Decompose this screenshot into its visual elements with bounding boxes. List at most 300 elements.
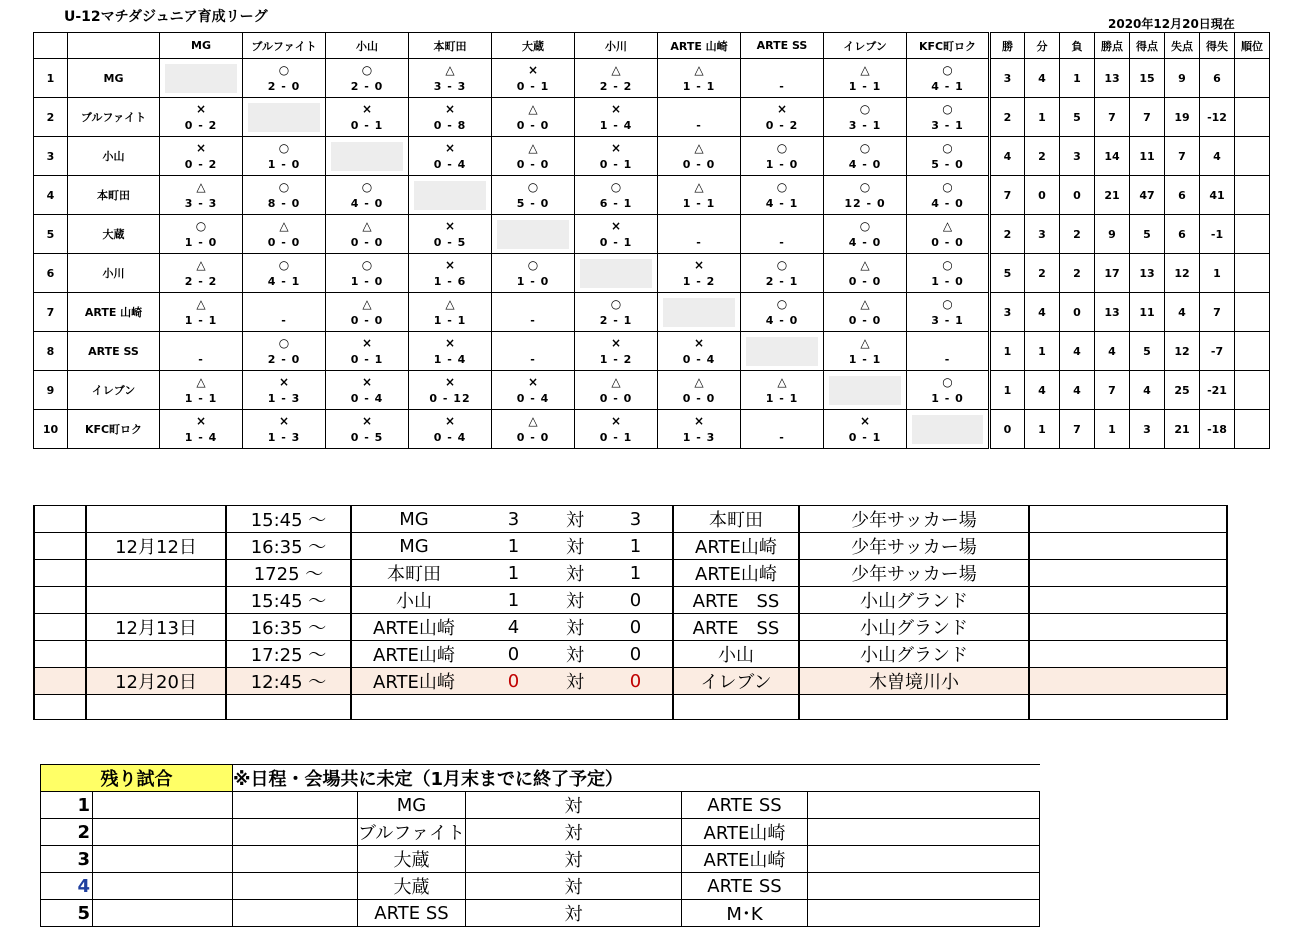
stat-cell: -21 bbox=[1200, 371, 1235, 410]
stat-cell: 19 bbox=[1165, 98, 1200, 137]
match-date bbox=[86, 641, 226, 668]
stat-cell: 3 bbox=[990, 59, 1025, 98]
match-score: 0 - 0 bbox=[267, 236, 301, 249]
stat-cell: 0 bbox=[1060, 176, 1095, 215]
away-team: 本町田 bbox=[673, 506, 799, 533]
away-score: 0 bbox=[599, 668, 673, 695]
match-score: 0 - 4 bbox=[433, 158, 467, 171]
match-cell bbox=[326, 293, 409, 332]
home-team: ARTE山崎 bbox=[351, 668, 476, 695]
match-score: 0 - 0 bbox=[931, 236, 964, 249]
match-cell bbox=[907, 98, 990, 137]
result-symbol: △ bbox=[694, 141, 704, 155]
match-score: 0 - 0 bbox=[516, 158, 550, 171]
header-cell: 勝点 bbox=[1095, 33, 1130, 59]
team-name: 本町田 bbox=[68, 176, 160, 215]
away-score: 0 bbox=[599, 641, 673, 668]
stat-cell: 41 bbox=[1200, 176, 1235, 215]
match-score: 1 - 2 bbox=[682, 275, 716, 288]
result-symbol: × bbox=[444, 102, 456, 116]
empty-cell bbox=[808, 792, 1040, 819]
stat-cell: 13 bbox=[1095, 59, 1130, 98]
result-symbol: ○ bbox=[776, 258, 788, 272]
match-cell bbox=[492, 137, 575, 176]
stat-cell: 1 bbox=[1200, 254, 1235, 293]
stat-cell: -1 bbox=[1200, 215, 1235, 254]
match-score: 2 - 1 bbox=[765, 275, 799, 288]
empty-cell bbox=[233, 900, 358, 927]
stat-cell: 12 bbox=[1165, 254, 1200, 293]
result-symbol: × bbox=[610, 414, 622, 428]
match-score: 4 - 0 bbox=[931, 197, 964, 210]
match-score: 0 - 4 bbox=[516, 392, 550, 405]
stat-cell: 1 bbox=[1025, 98, 1060, 137]
empty-cell bbox=[233, 792, 358, 819]
standings-row bbox=[34, 59, 1270, 98]
match-cell bbox=[658, 332, 741, 371]
match-score: 1 - 1 bbox=[682, 197, 716, 210]
stat-cell: 47 bbox=[1130, 176, 1165, 215]
stat-cell: 0 bbox=[990, 410, 1025, 449]
stat-cell: 4 bbox=[1060, 332, 1095, 371]
match-cell bbox=[492, 371, 575, 410]
result-symbol: × bbox=[610, 102, 622, 116]
match-score: 1 - 1 bbox=[184, 392, 218, 405]
match-score: - bbox=[696, 236, 702, 249]
match-cell bbox=[243, 59, 326, 98]
result-symbol: × bbox=[444, 219, 456, 233]
stat-cell: 2 bbox=[1025, 254, 1060, 293]
match-score: 0 - 4 bbox=[350, 392, 384, 405]
remaining-row bbox=[41, 873, 1040, 900]
result-symbol: × bbox=[278, 414, 290, 428]
stat-cell: 7 bbox=[1200, 293, 1235, 332]
match-cell bbox=[409, 215, 492, 254]
match-score: - bbox=[696, 119, 702, 132]
remaining-row bbox=[41, 846, 1040, 873]
row-number: 5 bbox=[34, 215, 68, 254]
kickoff-time: 15:45 ～ bbox=[226, 506, 351, 533]
empty-cell bbox=[233, 873, 358, 900]
versus: 対 bbox=[551, 614, 599, 641]
match-score: 1 - 4 bbox=[599, 119, 633, 132]
match-cell bbox=[492, 98, 575, 137]
match-cell bbox=[741, 59, 824, 98]
match-cell bbox=[243, 410, 326, 449]
stat-cell: 14 bbox=[1095, 137, 1130, 176]
match-cell bbox=[160, 176, 243, 215]
remaining-label: 残り試合 bbox=[41, 765, 233, 792]
remaining-number: 5 bbox=[41, 900, 93, 927]
match-cell bbox=[326, 137, 409, 176]
empty-cell bbox=[93, 792, 233, 819]
match-cell bbox=[160, 254, 243, 293]
match-cell bbox=[907, 254, 990, 293]
match-score: 2 - 2 bbox=[184, 275, 218, 288]
match-score: 1 - 0 bbox=[184, 236, 218, 249]
match-cell bbox=[326, 254, 409, 293]
match-score: 1 - 3 bbox=[267, 392, 301, 405]
stat-cell: 3 bbox=[1025, 215, 1060, 254]
header-cell: 失点 bbox=[1165, 33, 1200, 59]
stat-cell: 5 bbox=[990, 254, 1025, 293]
remaining-number: 1 bbox=[41, 792, 93, 819]
match-cell bbox=[824, 410, 907, 449]
stat-cell: 2 bbox=[990, 98, 1025, 137]
result-symbol: △ bbox=[694, 180, 704, 194]
match-score: 1 - 6 bbox=[433, 275, 467, 288]
match-cell bbox=[492, 215, 575, 254]
stat-cell: 1 bbox=[990, 332, 1025, 371]
match-cell bbox=[824, 254, 907, 293]
self-match-shade bbox=[663, 298, 735, 327]
home-team: 大蔵 bbox=[358, 873, 466, 900]
self-match-shade bbox=[746, 337, 818, 366]
match-score: - bbox=[779, 236, 785, 249]
home-score: 1 bbox=[476, 560, 551, 587]
away-team: ARTE山崎 bbox=[682, 819, 808, 846]
remaining-number: 3 bbox=[41, 846, 93, 873]
header-cell: 得失 bbox=[1200, 33, 1235, 59]
team-name: 小山 bbox=[68, 137, 160, 176]
header-cell: イレブン bbox=[824, 33, 907, 59]
standings-row bbox=[34, 410, 1270, 449]
standings-row bbox=[34, 371, 1270, 410]
stat-cell: 4 bbox=[1095, 332, 1130, 371]
match-cell bbox=[658, 293, 741, 332]
match-cell bbox=[243, 254, 326, 293]
schedule-row bbox=[34, 641, 1227, 668]
match-cell bbox=[658, 215, 741, 254]
result-symbol: ○ bbox=[859, 141, 871, 155]
result-symbol: ○ bbox=[527, 258, 539, 272]
row-number: 8 bbox=[34, 332, 68, 371]
result-symbol: △ bbox=[196, 180, 206, 194]
match-score: 3 - 1 bbox=[931, 119, 964, 132]
kickoff-time: 12:45 ～ bbox=[226, 668, 351, 695]
standings-row bbox=[34, 98, 1270, 137]
match-score: - bbox=[530, 314, 536, 327]
match-cell bbox=[409, 137, 492, 176]
result-symbol: × bbox=[195, 414, 207, 428]
match-cell bbox=[160, 98, 243, 137]
match-score: 0 - 4 bbox=[682, 353, 716, 366]
match-cell bbox=[160, 371, 243, 410]
match-score: 0 - 1 bbox=[848, 431, 882, 444]
self-match-shade bbox=[165, 64, 237, 93]
match-cell bbox=[575, 176, 658, 215]
match-cell bbox=[243, 176, 326, 215]
home-team: ARTE山崎 bbox=[351, 614, 476, 641]
versus: 対 bbox=[551, 668, 599, 695]
match-cell bbox=[326, 410, 409, 449]
match-cell bbox=[907, 176, 990, 215]
match-date bbox=[86, 560, 226, 587]
stat-cell: 2 bbox=[1060, 254, 1095, 293]
standings-row bbox=[34, 176, 1270, 215]
result-symbol: ○ bbox=[942, 297, 953, 311]
match-cell bbox=[326, 98, 409, 137]
match-score: 0 - 0 bbox=[516, 119, 550, 132]
stat-cell: 12 bbox=[1165, 332, 1200, 371]
match-score: 1 - 0 bbox=[516, 275, 550, 288]
stat-cell bbox=[1235, 332, 1270, 371]
kickoff-time: 16:35 ～ bbox=[226, 614, 351, 641]
header-cell: 大蔵 bbox=[492, 33, 575, 59]
away-score: 0 bbox=[599, 614, 673, 641]
match-score: 0 - 1 bbox=[350, 353, 384, 366]
match-score: 4 - 0 bbox=[765, 314, 799, 327]
result-symbol: ○ bbox=[859, 180, 871, 194]
match-score: 4 - 0 bbox=[350, 197, 384, 210]
result-symbol: ○ bbox=[942, 375, 953, 389]
stat-cell: 3 bbox=[1130, 410, 1165, 449]
match-cell bbox=[492, 254, 575, 293]
match-cell bbox=[409, 59, 492, 98]
match-score: 0 - 1 bbox=[350, 119, 384, 132]
stat-cell: -18 bbox=[1200, 410, 1235, 449]
result-symbol: △ bbox=[445, 63, 455, 77]
stat-cell bbox=[1235, 176, 1270, 215]
stat-cell: 4 bbox=[990, 137, 1025, 176]
standings-row bbox=[34, 332, 1270, 371]
result-symbol: ○ bbox=[942, 180, 953, 194]
match-score: 0 - 12 bbox=[429, 392, 471, 405]
result-symbol: △ bbox=[445, 297, 455, 311]
match-cell bbox=[907, 410, 990, 449]
match-score: 3 - 3 bbox=[184, 197, 218, 210]
stat-cell: 11 bbox=[1130, 137, 1165, 176]
match-cell bbox=[907, 215, 990, 254]
team-name: MG bbox=[68, 59, 160, 98]
empty-cell bbox=[34, 506, 86, 533]
match-score: 0 - 2 bbox=[765, 119, 799, 132]
result-symbol: ○ bbox=[610, 180, 622, 194]
match-cell bbox=[907, 293, 990, 332]
home-team: MG bbox=[351, 506, 476, 533]
venue: 少年サッカー場 bbox=[799, 560, 1029, 587]
match-score: 4 - 1 bbox=[931, 80, 964, 93]
home-team: 大蔵 bbox=[358, 846, 466, 873]
row-number: 7 bbox=[34, 293, 68, 332]
match-score: 2 - 1 bbox=[599, 314, 633, 327]
result-symbol: ○ bbox=[278, 258, 290, 272]
home-score: 1 bbox=[476, 533, 551, 560]
result-symbol: × bbox=[195, 141, 207, 155]
stat-cell: 13 bbox=[1130, 254, 1165, 293]
home-team: MG bbox=[351, 533, 476, 560]
result-symbol: ○ bbox=[776, 180, 788, 194]
match-cell bbox=[741, 410, 824, 449]
match-score: 1 - 1 bbox=[184, 314, 218, 327]
header-cell: 小山 bbox=[326, 33, 409, 59]
match-cell bbox=[409, 293, 492, 332]
match-cell bbox=[160, 410, 243, 449]
stat-cell: 2 bbox=[990, 215, 1025, 254]
away-score: 0 bbox=[599, 587, 673, 614]
away-team: ARTE SS bbox=[682, 873, 808, 900]
match-cell bbox=[409, 332, 492, 371]
result-symbol: ○ bbox=[278, 63, 290, 77]
match-score: 0 - 5 bbox=[433, 236, 467, 249]
venue: 小山グランド bbox=[799, 614, 1029, 641]
match-score: - bbox=[779, 431, 785, 444]
stat-cell: 0 bbox=[1060, 293, 1095, 332]
venue: 木曽境川小 bbox=[799, 668, 1029, 695]
match-cell bbox=[326, 332, 409, 371]
empty-cell bbox=[1029, 641, 1227, 668]
match-cell bbox=[741, 371, 824, 410]
row-number: 6 bbox=[34, 254, 68, 293]
result-symbol: △ bbox=[196, 375, 206, 389]
header-cell: ブルファイト bbox=[243, 33, 326, 59]
self-match-shade bbox=[414, 181, 486, 210]
result-symbol: × bbox=[693, 336, 705, 350]
match-score: - bbox=[530, 353, 536, 366]
match-score: 1 - 1 bbox=[765, 392, 799, 405]
match-cell bbox=[160, 293, 243, 332]
match-cell bbox=[160, 332, 243, 371]
stat-cell: 4 bbox=[1025, 293, 1060, 332]
row-number: 10 bbox=[34, 410, 68, 449]
result-symbol: × bbox=[361, 414, 373, 428]
header-cell: ARTE SS bbox=[741, 33, 824, 59]
result-symbol: ○ bbox=[278, 336, 290, 350]
match-cell bbox=[575, 371, 658, 410]
away-score bbox=[599, 695, 673, 720]
venue: 小山グランド bbox=[799, 641, 1029, 668]
header-cell: 得点 bbox=[1130, 33, 1165, 59]
result-symbol: ○ bbox=[361, 63, 373, 77]
match-cell bbox=[492, 176, 575, 215]
match-score: 2 - 0 bbox=[267, 80, 301, 93]
result-symbol: × bbox=[361, 375, 373, 389]
empty-cell bbox=[34, 695, 86, 720]
stat-cell: 6 bbox=[1165, 215, 1200, 254]
remaining-row bbox=[41, 792, 1040, 819]
team-name: 小川 bbox=[68, 254, 160, 293]
match-score: 0 - 4 bbox=[433, 431, 467, 444]
match-score: 0 - 8 bbox=[433, 119, 467, 132]
match-score: 1 - 3 bbox=[267, 431, 301, 444]
schedule-row bbox=[34, 614, 1227, 641]
match-cell bbox=[907, 332, 990, 371]
match-cell bbox=[824, 176, 907, 215]
home-score: 4 bbox=[476, 614, 551, 641]
match-cell bbox=[492, 293, 575, 332]
match-score: 0 - 0 bbox=[516, 431, 550, 444]
match-score: 4 - 1 bbox=[267, 275, 301, 288]
match-cell bbox=[326, 59, 409, 98]
result-symbol: △ bbox=[362, 219, 372, 233]
match-score: 0 - 0 bbox=[682, 392, 716, 405]
match-score: 0 - 0 bbox=[848, 275, 882, 288]
result-symbol: △ bbox=[694, 375, 704, 389]
match-score: 5 - 0 bbox=[931, 158, 964, 171]
remaining-row bbox=[41, 900, 1040, 927]
stat-cell: 7 bbox=[1130, 98, 1165, 137]
stat-cell: 4 bbox=[1130, 371, 1165, 410]
venue: 少年サッカー場 bbox=[799, 533, 1029, 560]
stat-cell: 13 bbox=[1095, 293, 1130, 332]
match-cell bbox=[575, 59, 658, 98]
result-symbol: × bbox=[278, 375, 290, 389]
match-date bbox=[86, 506, 226, 533]
stat-cell: 9 bbox=[1165, 59, 1200, 98]
stat-cell: 11 bbox=[1130, 293, 1165, 332]
empty-cell bbox=[808, 846, 1040, 873]
versus: 対 bbox=[551, 533, 599, 560]
result-symbol: × bbox=[361, 336, 373, 350]
match-cell bbox=[575, 137, 658, 176]
empty-cell bbox=[1029, 506, 1227, 533]
empty-cell bbox=[1029, 695, 1227, 720]
away-team: 小山 bbox=[673, 641, 799, 668]
page-title: U-12マチダジュニア育成リーグ bbox=[64, 9, 268, 25]
empty-cell bbox=[808, 819, 1040, 846]
match-cell bbox=[409, 176, 492, 215]
as-of-date: 2020年12月20日現在 bbox=[1108, 17, 1235, 31]
header-cell: 勝 bbox=[990, 33, 1025, 59]
match-score: 1 - 0 bbox=[931, 275, 964, 288]
match-cell bbox=[326, 176, 409, 215]
match-cell bbox=[824, 293, 907, 332]
match-cell bbox=[658, 98, 741, 137]
remaining-number: 4 bbox=[41, 873, 93, 900]
result-symbol: △ bbox=[860, 336, 870, 350]
match-score: 0 - 1 bbox=[599, 158, 633, 171]
match-score: 6 - 1 bbox=[599, 197, 633, 210]
standings-row bbox=[34, 137, 1270, 176]
result-symbol: △ bbox=[196, 258, 206, 272]
match-score: 1 - 0 bbox=[350, 275, 384, 288]
match-cell bbox=[824, 137, 907, 176]
self-match-shade bbox=[248, 103, 320, 132]
match-date: 12月12日 bbox=[86, 533, 226, 560]
result-symbol: ○ bbox=[527, 180, 539, 194]
kickoff-time: 17:25 ～ bbox=[226, 641, 351, 668]
row-number: 1 bbox=[34, 59, 68, 98]
header-cell: 分 bbox=[1025, 33, 1060, 59]
stat-cell: 7 bbox=[1060, 410, 1095, 449]
match-cell bbox=[243, 293, 326, 332]
match-date bbox=[86, 695, 226, 720]
result-symbol: × bbox=[444, 141, 456, 155]
empty-cell bbox=[233, 846, 358, 873]
stat-cell: 6 bbox=[1200, 59, 1235, 98]
match-date: 12月20日 bbox=[86, 668, 226, 695]
stat-cell bbox=[1235, 98, 1270, 137]
match-cell bbox=[575, 332, 658, 371]
standings-row bbox=[34, 254, 1270, 293]
match-cell bbox=[658, 254, 741, 293]
result-symbol: ○ bbox=[942, 258, 953, 272]
match-score: 1 - 4 bbox=[433, 353, 467, 366]
stat-cell bbox=[1235, 410, 1270, 449]
match-score: 0 - 1 bbox=[599, 236, 633, 249]
match-cell bbox=[741, 137, 824, 176]
away-score: 3 bbox=[599, 506, 673, 533]
stat-cell: 17 bbox=[1095, 254, 1130, 293]
versus: 対 bbox=[466, 873, 682, 900]
match-cell bbox=[658, 59, 741, 98]
empty-cell bbox=[93, 846, 233, 873]
result-symbol: △ bbox=[528, 102, 538, 116]
match-score: 8 - 0 bbox=[267, 197, 301, 210]
away-team: ARTE山崎 bbox=[673, 560, 799, 587]
stat-cell: 4 bbox=[1025, 59, 1060, 98]
match-score: 0 - 2 bbox=[184, 158, 218, 171]
